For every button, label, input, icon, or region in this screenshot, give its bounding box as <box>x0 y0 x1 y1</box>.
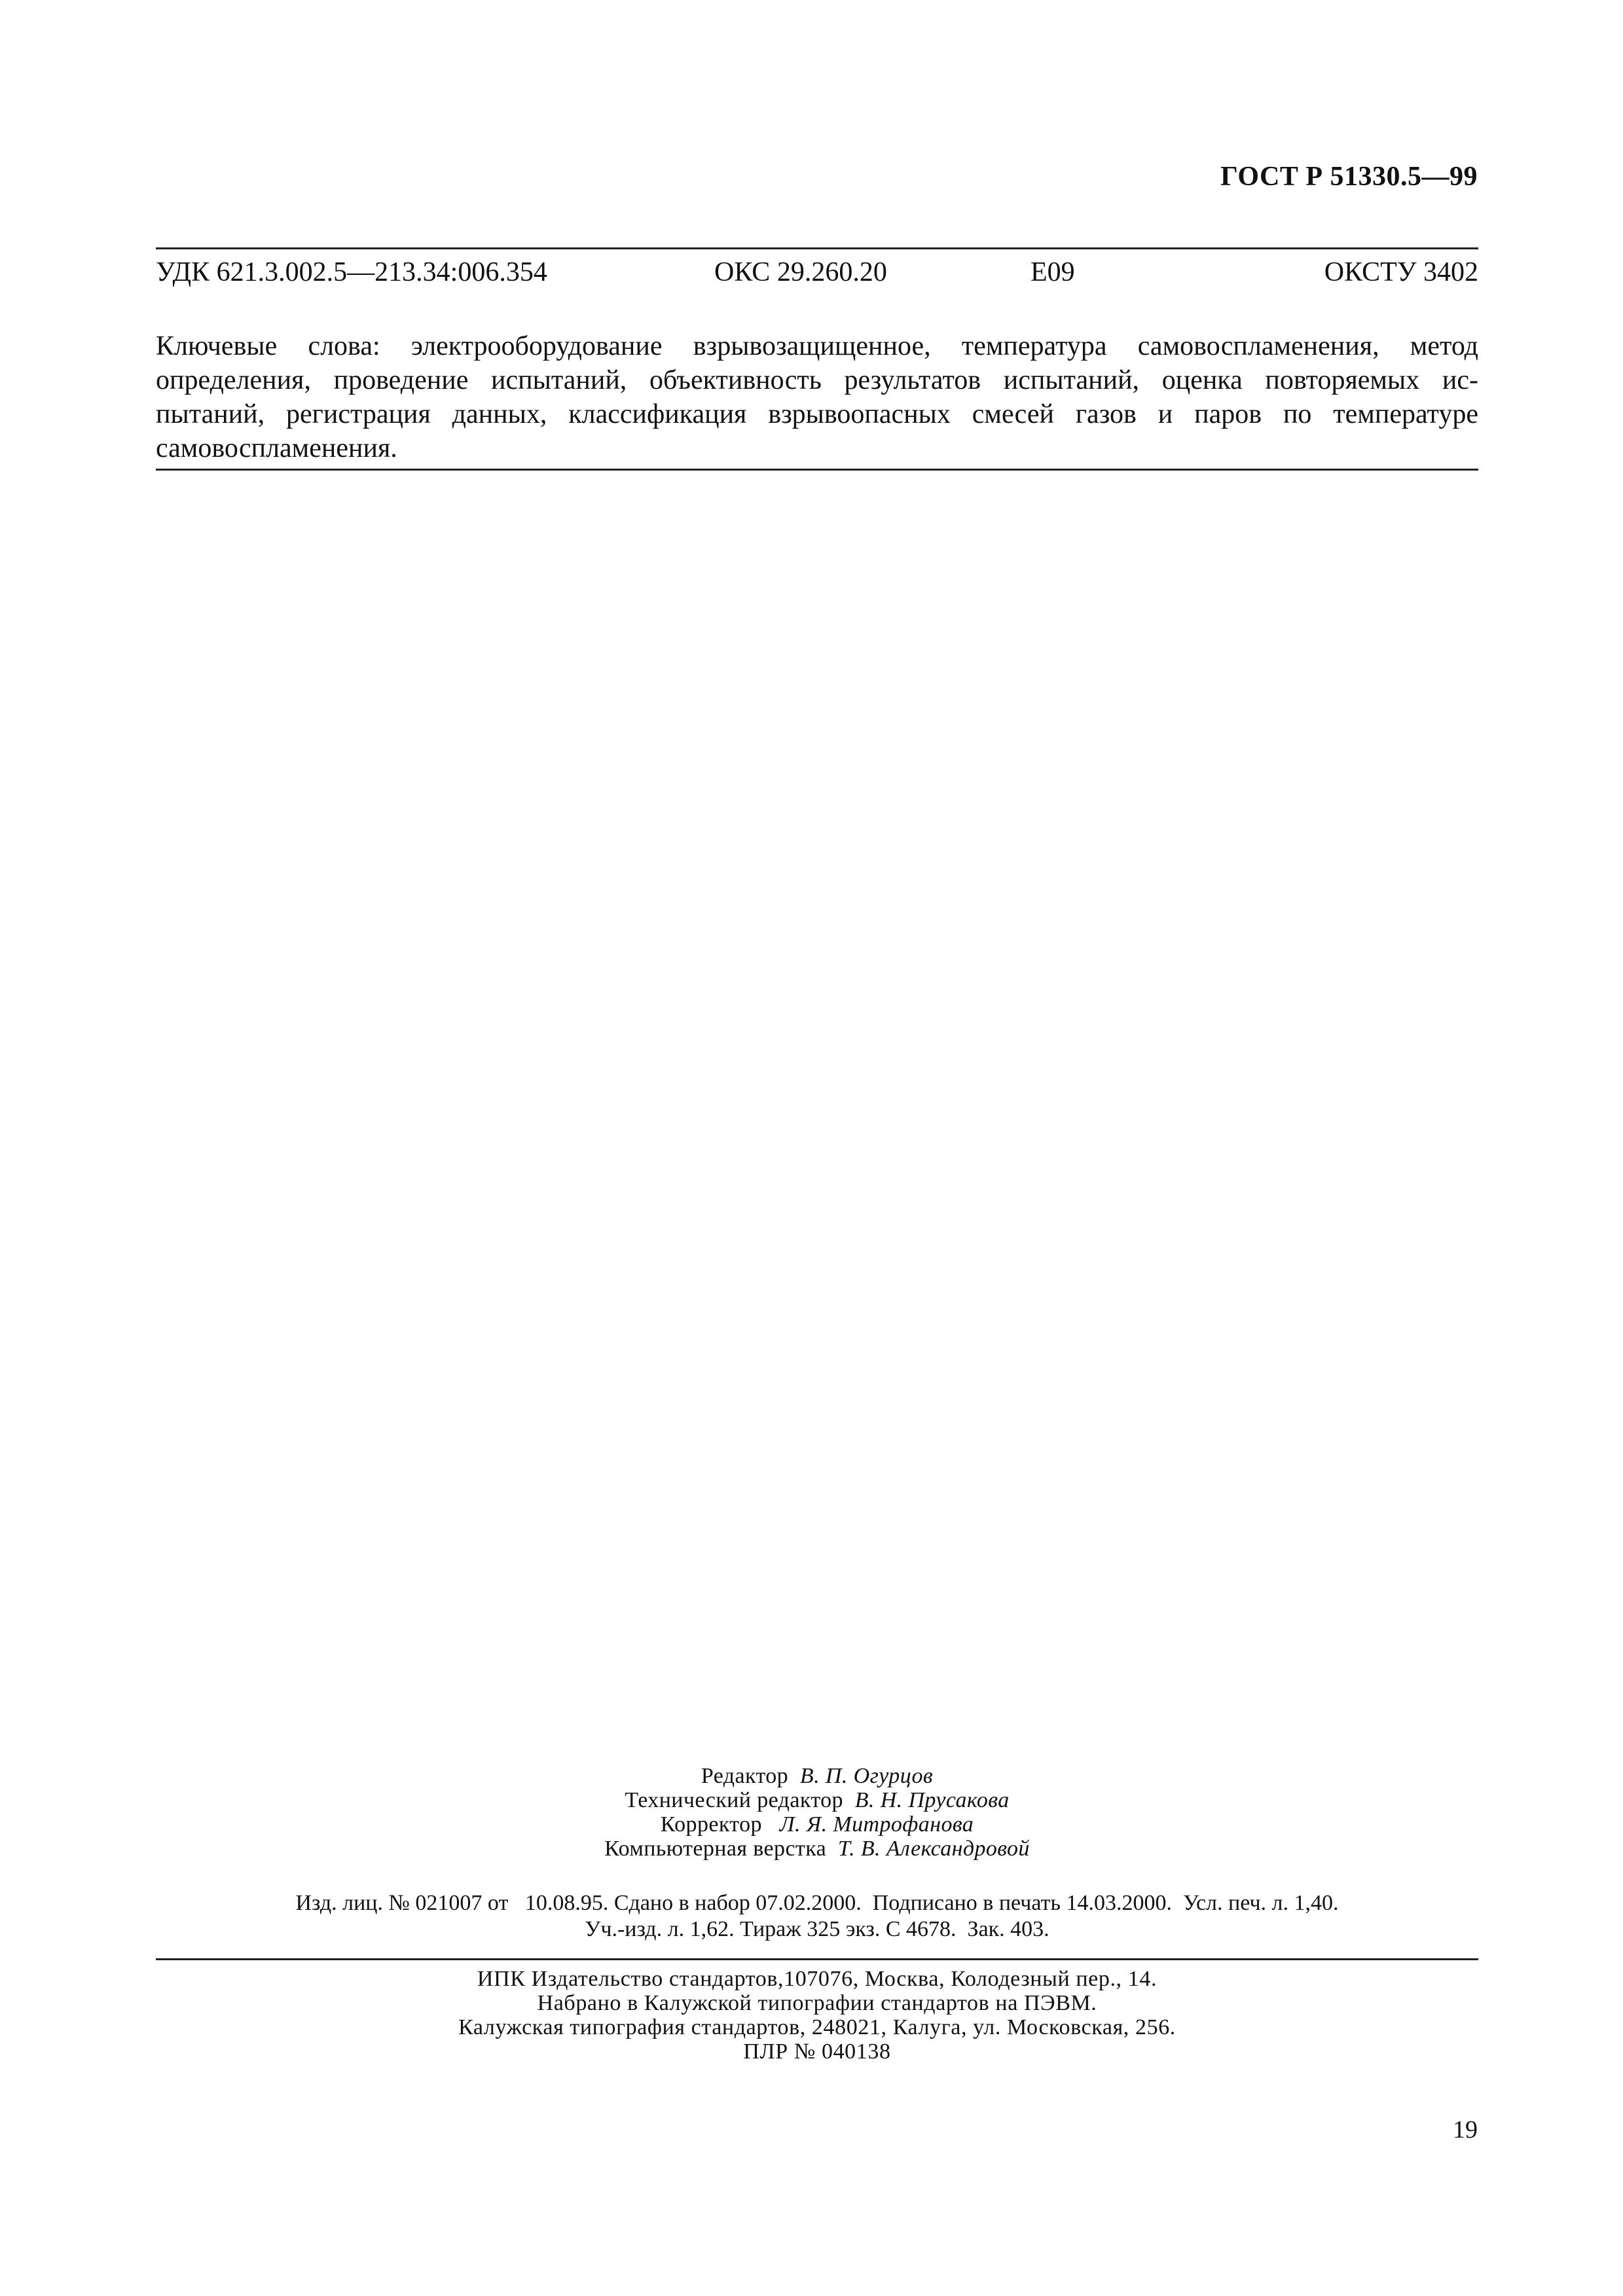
keywords-paragraph <box>156 329 1478 465</box>
imprint-line: Уч.-изд. л. 1,62. Тираж 325 экз. С 4678. Зак. 403. <box>585 1917 1049 1941</box>
keywords-line: самовоспламенения. <box>156 433 397 463</box>
corrector-label: Корректор <box>660 1812 762 1837</box>
publisher-info <box>156 1967 1478 2064</box>
keywords-line: определения, проведение испытаний, объективность результатов испытаний, оценка повторяемых ис- <box>156 365 1478 395</box>
tech-editor-name: В. Н. Прусакова <box>854 1788 1010 1812</box>
classification-row <box>156 257 1478 296</box>
oks-code: ОКС 29.260.20 <box>714 257 887 287</box>
editor-name: В. П. Огурцов <box>799 1764 934 1788</box>
tech-editor-line <box>156 1788 1478 1812</box>
keywords-line: Ключевые слова: электрооборудование взрывозащищенное, температура самовоспламенения, метод <box>156 331 1478 361</box>
publisher-line: Калужская типография стандартов, 248021, Калуга, ул. Московская, 256. <box>458 2015 1176 2039</box>
group-code: Е09 <box>1030 257 1075 287</box>
corrector-line <box>156 1812 1478 1837</box>
tech-editor-label: Технический редактор <box>625 1788 843 1812</box>
editor-label: Редактор <box>701 1764 789 1788</box>
document-code-header: ГОСТ Р 51330.5—99 <box>1220 162 1478 192</box>
publisher-line: ИПК Издательство стандартов,107076, Москва, Колодезный пер., 14. <box>477 1967 1158 1991</box>
imprint-line: Изд. лиц. № 021007 от 10.08.95. Сдано в набор 07.02.2000. Подписано в печать 14.03.2000. Усл. печ. л. 1,40. <box>295 1891 1339 1915</box>
publisher-line: ПЛР № 040138 <box>743 2039 891 2064</box>
keywords-line: пытаний, регистрация данных, классификация взрывоопасных смесей газов и паров по температуре <box>156 399 1478 429</box>
editor-line <box>156 1764 1478 1788</box>
imprint-divider <box>156 1958 1478 1960</box>
keywords-divider <box>156 469 1478 471</box>
okstu-code: ОКСТУ 3402 <box>1324 257 1478 287</box>
top-divider <box>156 247 1478 249</box>
layout-label: Компьютерная верстка <box>604 1837 827 1861</box>
layout-name: Т. В. Александровой <box>837 1837 1030 1861</box>
editorial-staff <box>156 1764 1478 1861</box>
layout-line <box>156 1837 1478 1861</box>
print-imprint <box>156 1890 1478 1943</box>
corrector-name: Л. Я. Митрофанова <box>779 1812 974 1837</box>
udk-code: УДК 621.3.002.5—213.34:006.354 <box>156 257 547 287</box>
page-number: 19 <box>1453 2116 1478 2144</box>
publisher-line: Набрано в Калужской типографии стандартов на ПЭВМ. <box>537 1991 1097 2015</box>
